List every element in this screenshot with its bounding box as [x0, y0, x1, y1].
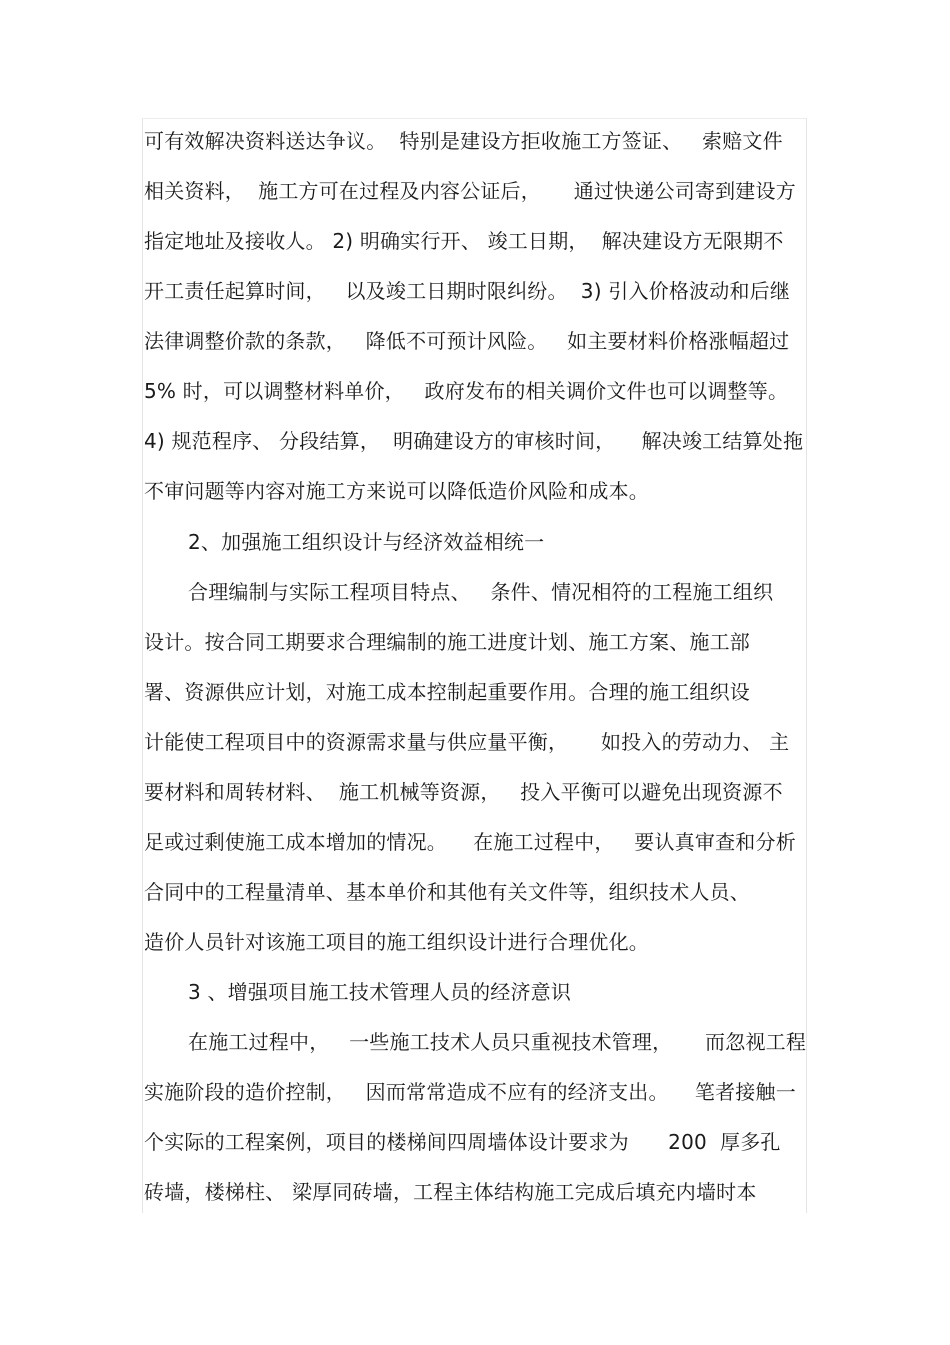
text-line: 合同中的工程量清单、基本单价和其他有关文件等，组织技术人员、: [144, 880, 750, 904]
text-line: 不审问题等内容对施工方来说可以降低造价风险和成本。: [144, 479, 649, 503]
text-line: 设计。按合同工期要求合理编制的施工进度计划、施工方案、施工部: [144, 630, 750, 654]
text-line: 足或过剩使施工成本增加的情况。 在施工过程中， 要认真审查和分析: [144, 830, 796, 854]
text-line: 开工责任起算时间， 以及竣工日期时限纠纷。 3) 引入价格波动和后继: [144, 279, 791, 303]
text-line: 署、资源供应计划，对施工成本控制起重要作用。合理的施工组织设: [144, 680, 750, 704]
text-line: 相关资料， 施工方可在过程及内容公证后， 通过快递公司寄到建设方: [144, 179, 796, 203]
text-line: 指定地址及接收人。 2) 明确实行开、 竣工日期， 解决建设方无限期不: [144, 229, 784, 253]
text-line: 合理编制与实际工程项目特点、 条件、情况相符的工程施工组织: [188, 580, 774, 604]
text-line: 法律调整价款的条款， 降低不可预计风险。 如主要材料价格涨幅超过: [144, 329, 790, 353]
text-line: 造价人员针对该施工项目的施工组织设计进行合理优化。: [144, 930, 649, 954]
text-line: 砖墙，楼梯柱、 梁厚同砖墙，工程主体结构施工完成后填充内墙时本: [144, 1180, 757, 1204]
section-heading: 3 、增强项目施工技术管理人员的经济意识: [188, 980, 572, 1004]
text-line: 计能使工程项目中的资源需求量与供应量平衡， 如投入的劳动力、 主: [144, 730, 790, 754]
text-line: 可有效解决资料送达争议。 特别是建设方拒收施工方签证、 索赔文件: [144, 129, 783, 153]
text-line: 4) 规范程序、 分段结算， 明确建设方的审核时间， 解决竣工结算处拖: [144, 429, 804, 453]
text-line: 要材料和周转材料、 施工机械等资源， 投入平衡可以避免出现资源不: [144, 780, 783, 804]
section-heading: 2、加强施工组织设计与经济效益相统一: [188, 530, 545, 554]
text-line: 5% 时，可以调整材料单价， 政府发布的相关调价文件也可以调整等。: [144, 379, 789, 403]
text-line: 个实际的工程案例，项目的楼梯间四周墙体设计要求为 200 厚多孔: [144, 1130, 781, 1154]
text-line: 在施工过程中， 一些施工技术人员只重视技术管理， 而忽视工程: [188, 1030, 807, 1054]
text-line: 实施阶段的造价控制， 因而常常造成不应有的经济支出。 笔者接触一: [144, 1080, 796, 1104]
